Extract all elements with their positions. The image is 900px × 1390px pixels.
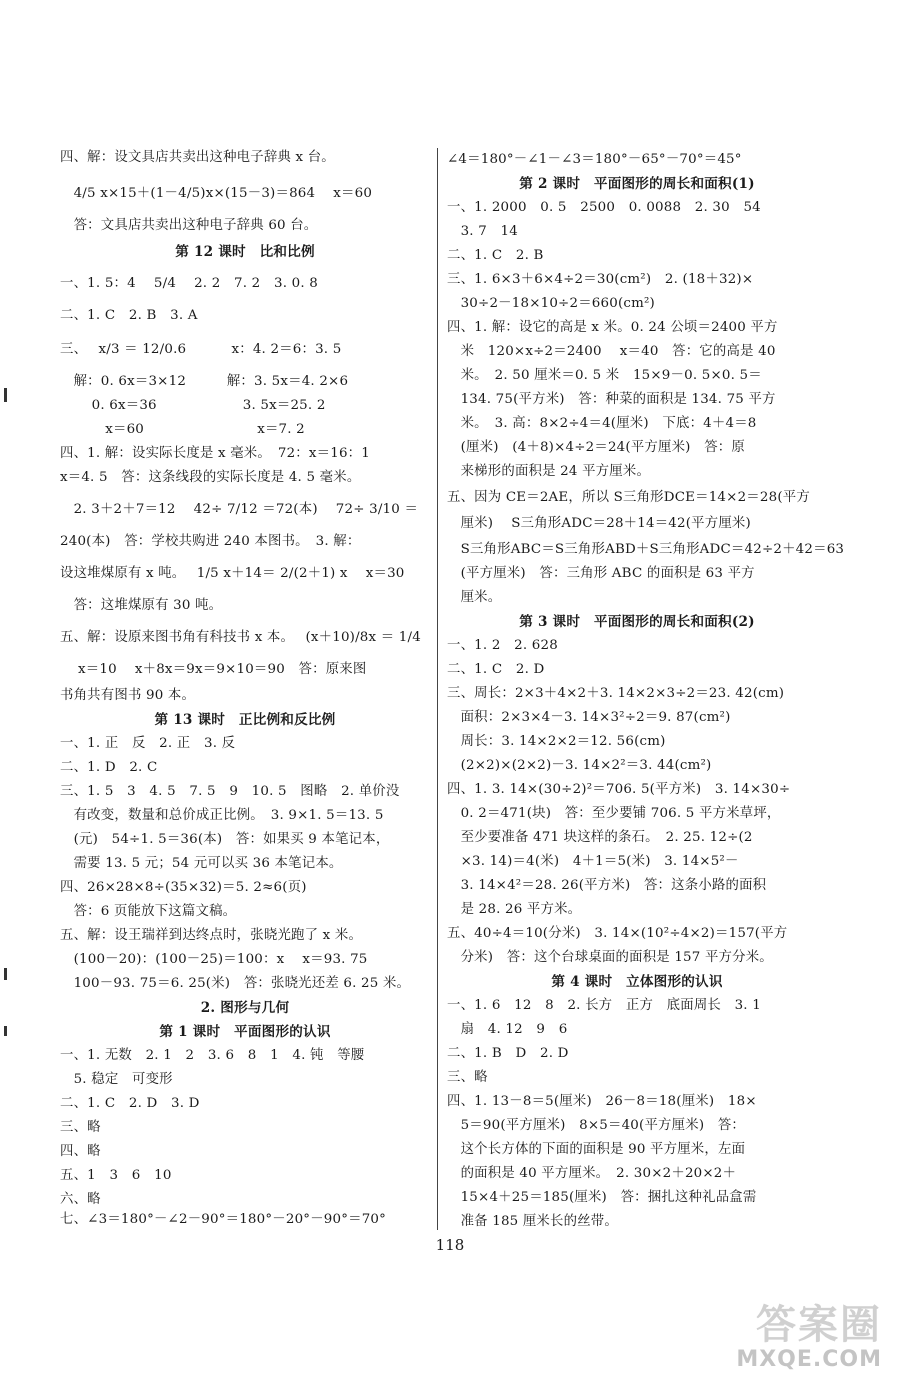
answer-line: 答：6 页能放下这篇文稿。 xyxy=(60,904,237,919)
answer-line: 四、解：设文具店共卖出这种电子辞典 x 台。 xyxy=(60,150,335,165)
section-heading: 第 4 课时 立体图形的认识 xyxy=(551,974,723,990)
answer-line: 0. 2＝471(块) 答：至少要铺 706. 5 平方米草坪， xyxy=(447,806,781,821)
answer-line: 一、1. 6 12 8 2. 长方 正方 底面周长 3. 1 xyxy=(447,998,761,1013)
answer-line: 四、26×28×8÷(35×32)＝5. 2≈6(页) xyxy=(60,880,307,895)
answer-line: 五、解：设原来图书角有科技书 x 本。 (x＋10)/8x ＝ 1/4 xyxy=(60,630,421,645)
answer-line: (100－20)：(100－25)＝100：x x＝93. 75 xyxy=(60,952,368,967)
answer-line: 的面积是 40 平方厘米。 2. 30×2＋20×2＋ xyxy=(447,1166,737,1181)
answer-line: x＝10 x＋8x＝9x＝9×10＝90 答：原来图 xyxy=(60,662,367,677)
answer-line: 七、∠3＝180°－∠2－90°＝180°－20°－90°＝70° xyxy=(60,1212,387,1227)
answer-line: 30÷2－18×10÷2＝660(cm²) xyxy=(447,296,655,311)
answer-line: 答：文具店共卖出这种电子辞典 60 台。 xyxy=(60,218,318,233)
answer-line: 二、1. B D 2. D xyxy=(447,1046,569,1061)
answer-line: 至少要准备 471 块这样的条石。 2. 25. 12÷(2 xyxy=(447,830,753,845)
scan-mark xyxy=(4,968,7,980)
section-heading: 第 1 课时 平面图形的认识 xyxy=(159,1024,331,1040)
answer-line: 厘米) S三角形ADC＝28＋14＝42(平方厘米) xyxy=(447,516,751,531)
answer-line: 一、1. 正 反 2. 正 3. 反 xyxy=(60,736,236,751)
answer-line: 二、1. C 2. B 3. A xyxy=(60,308,198,323)
answer-line: 这个长方体的下面的面积是 90 平方厘米，左面 xyxy=(447,1142,746,1157)
answer-line: (平方厘米) 答：三角形 ABC 的面积是 63 平方 xyxy=(447,566,755,581)
answer-line: 有改变，数量和总价成正比例。 3. 9×1. 5＝13. 5 xyxy=(60,808,384,823)
section-heading: 2. 图形与几何 xyxy=(200,1000,290,1016)
section-heading: 第 13 课时 正比例和反比例 xyxy=(154,712,336,728)
answer-line: 三、1. 5 3 4. 5 7. 5 9 10. 5 图略 2. 单价没 xyxy=(60,784,400,799)
answer-line: 3. 14×4²＝28. 26(平方米) 答：这条小路的面积 xyxy=(447,878,767,893)
answer-line: 三、周长：2×3＋4×2＋3. 14×2×3÷2＝23. 42(cm) xyxy=(447,686,785,701)
answer-line: 分米) 答：这个台球桌面的面积是 157 平方分米。 xyxy=(447,950,773,965)
answer-line: 四、1. 解：设实际长度是 x 毫米。 72：x＝16：1 xyxy=(60,446,370,461)
answer-line: 二、1. D 2. C xyxy=(60,760,158,775)
answer-line: 三、 x/3 ＝ 12/0.6 x：4. 2＝6：3. 5 xyxy=(60,342,342,357)
answer-line: 3. 7 14 xyxy=(447,224,518,239)
answer-line: 设这堆煤原有 x 吨。 1/5 x＋14＝ 2/(2＋1) x x＝30 xyxy=(60,566,405,581)
watermark-logo: 答案圈 xyxy=(756,1302,882,1348)
answer-line: 100－93. 75＝6. 25(米) 答：张晓光还差 6. 25 米。 xyxy=(60,976,411,991)
answer-line: ×3. 14)＝4(米) 4＋1＝5(米) 3. 14×5²－ xyxy=(447,854,739,869)
answer-line: 扇 4. 12 9 6 xyxy=(447,1022,568,1037)
answer-line: 解：0. 6x＝3×12 解：3. 5x＝4. 2×6 xyxy=(60,374,349,389)
answer-line: 一、1. 2 2. 628 xyxy=(447,638,558,653)
answer-line: 来梯形的面积是 24 平方厘米。 xyxy=(447,464,651,479)
answer-line: 15×4＋25＝185(厘米) 答：捆扎这种礼品盒需 xyxy=(447,1190,757,1205)
answer-line: 240(本) 答：学校共购进 240 本图书。 3. 解： xyxy=(60,534,361,549)
section-heading: 第 3 课时 平面图形的周长和面积(2) xyxy=(519,614,755,630)
scan-mark xyxy=(4,1026,7,1036)
section-heading: 第 2 课时 平面图形的周长和面积(1) xyxy=(519,176,755,192)
answer-line: 米 120×x÷2＝2400 x＝40 答：它的高是 40 xyxy=(447,344,776,359)
answer-line: 六、略 xyxy=(60,1192,101,1207)
answer-line: (元) 54÷1. 5＝36(本) 答：如果买 9 本笔记本， xyxy=(60,832,390,847)
answer-line: 五、40÷4＝10(分米) 3. 14×(10²÷4×2)＝157(平方 xyxy=(447,926,788,941)
answer-line: (厘米) (4＋8)×4÷2＝24(平方厘米) 答：原 xyxy=(447,440,745,455)
answer-line: (2×2)×(2×2)－3. 14×2²＝3. 44(cm²) xyxy=(447,758,712,773)
answer-line: 答：这堆煤原有 30 吨。 xyxy=(60,598,223,613)
answer-line: 需要 13. 5 元；54 元可以买 36 本笔记本。 xyxy=(60,856,343,871)
section-heading: 第 12 课时 比和比例 xyxy=(175,244,315,260)
answer-line: 四、1. 解：设它的高是 x 米。0. 24 公顷＝2400 平方 xyxy=(447,320,778,335)
answer-line: 三、略 xyxy=(60,1120,101,1135)
answer-line: 面积：2×3×4－3. 14×3²÷2＝9. 87(cm²) xyxy=(447,710,731,725)
watermark-site: MXQE.COM xyxy=(736,1347,882,1372)
answer-line: 4/5 x×15＋(1－4/5)x×(15－3)＝864 x＝60 xyxy=(60,186,373,201)
answer-line: 三、略 xyxy=(447,1070,488,1085)
answer-line: 5＝90(平方厘米) 8×5＝40(平方厘米) 答： xyxy=(447,1118,746,1133)
answer-line: 5. 稳定 可变形 xyxy=(60,1072,173,1087)
answer-line: 书角共有图书 90 本。 xyxy=(60,688,196,703)
answer-line: 米。 2. 50 厘米＝0. 5 米 15×9－0. 5×0. 5＝ xyxy=(447,368,762,383)
answer-line: 一、1. 2000 0. 5 2500 0. 0088 2. 30 54 xyxy=(447,200,761,215)
answer-line: 四、略 xyxy=(60,1144,101,1159)
answer-line: x＝4. 5 答：这条线段的实际长度是 4. 5 毫米。 xyxy=(60,470,361,485)
answer-line: 134. 75(平方米) 答：种菜的面积是 134. 75 平方 xyxy=(447,392,776,407)
answer-line: 厘米。 xyxy=(447,590,502,605)
answer-line: 五、解：设王瑞祥到达终点时，张晓光跑了 x 米。 xyxy=(60,928,363,943)
column-divider xyxy=(437,148,438,1230)
answer-line: 四、1. 3. 14×(30÷2)²＝706. 5(平方米) 3. 14×30÷ xyxy=(447,782,791,797)
answer-line: 三、1. 6×3＋6×4÷2＝30(cm²) 2. (18＋32)× xyxy=(447,272,754,287)
watermark xyxy=(736,1303,882,1372)
answer-line: S三角形ABC＝S三角形ABD＋S三角形ADC＝42÷2＋42＝63 xyxy=(447,542,845,557)
answer-line: 二、1. C 2. B xyxy=(447,248,544,263)
answer-line: 四、1. 13－8＝5(厘米) 26－8＝18(厘米) 18× xyxy=(447,1094,757,1109)
answer-line: 周长：3. 14×2×2＝12. 56(cm) xyxy=(447,734,666,749)
answer-line: 准备 185 厘米长的丝带。 xyxy=(447,1214,618,1229)
answer-line: 是 28. 26 平方米。 xyxy=(447,902,582,917)
answer-line: 一、1. 5：4 5/4 2. 2 7. 2 3. 0. 8 xyxy=(60,276,318,291)
page-number: 118 xyxy=(435,1236,465,1254)
scan-mark xyxy=(4,388,7,402)
answer-line: 五、1 3 6 10 xyxy=(60,1168,172,1183)
answer-line: 米。 3. 高：8×2÷4＝4(厘米) 下底：4＋4＝8 xyxy=(447,416,757,431)
answer-line: 0. 6x＝36 3. 5x＝25. 2 xyxy=(60,398,326,413)
answer-line: 一、1. 无数 2. 1 2 3. 6 8 1 4. 钝 等腰 xyxy=(60,1048,365,1063)
answer-line: 五、因为 CE＝2AE，所以 S三角形DCE＝14×2＝28(平方 xyxy=(447,490,810,505)
answer-line: 2. 3＋2＋7＝12 42÷ 7/12 ＝72(本) 72÷ 3/10 ＝ xyxy=(60,502,419,517)
answer-line: 二、1. C 2. D xyxy=(447,662,545,677)
answer-line: ∠4＝180°－∠1－∠3＝180°－65°－70°＝45° xyxy=(447,152,742,167)
answer-line: x＝60 x＝7. 2 xyxy=(60,422,305,437)
answer-line: 二、1. C 2. D 3. D xyxy=(60,1096,200,1111)
